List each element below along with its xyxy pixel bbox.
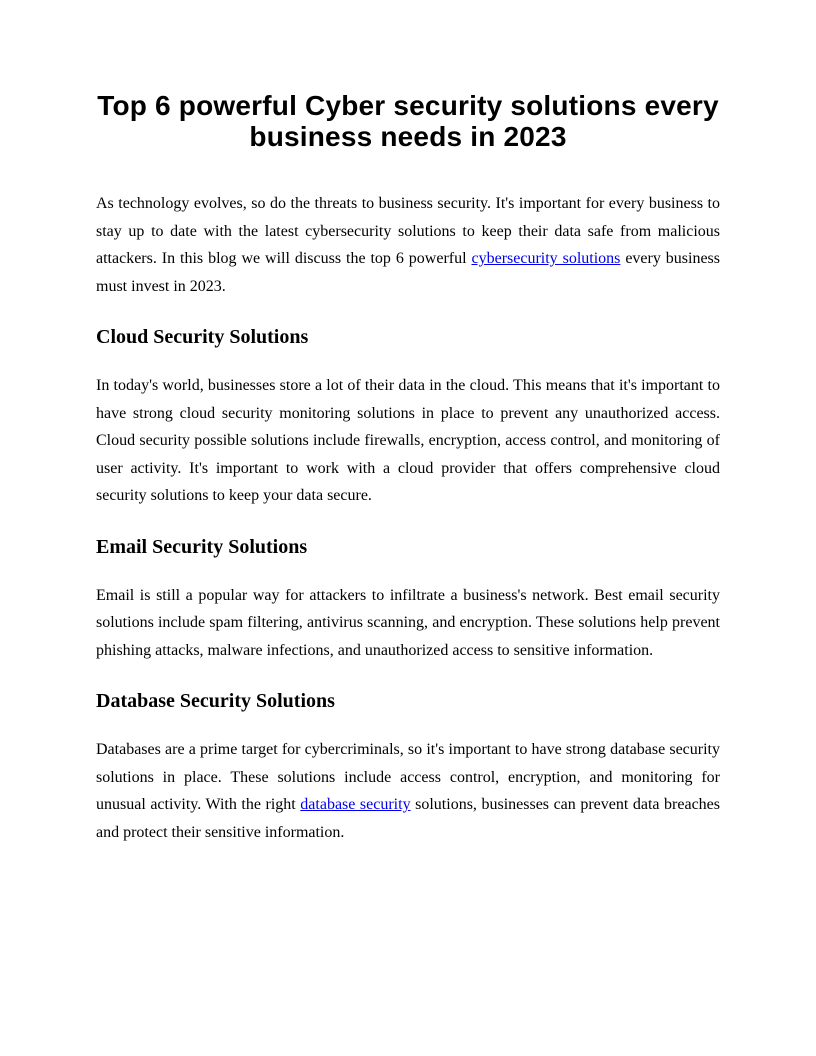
database-text-after-link: solutions, businesses can prevent data breaches and protect their sensitive information. xyxy=(96,796,721,841)
document-title: Top 6 powerful Cyber security solutions every business needs in 2023 xyxy=(97,90,719,152)
cloud-security-paragraph: In today's world, businesses store a lot of their data in the cloud. This means that it's important to have strong cloud security monitoring solutions in place to prevent any unauthorized access. Cloud security possible solutions include firewalls, encryption, access control, and monitoring of user activity. It's important to work with a cloud provider that offers comprehensive cloud security solutions to keep your data secure. xyxy=(96,377,720,504)
cybersecurity-solutions-link[interactable]: cybersecurity solutions xyxy=(471,250,621,267)
database-security-link[interactable]: database security xyxy=(300,796,411,813)
email-security-heading: Email Security Solutions xyxy=(96,535,308,558)
database-security-heading: Database Security Solutions xyxy=(96,690,335,712)
cloud-security-heading: Cloud Security Solutions xyxy=(96,326,309,348)
intro-paragraph xyxy=(96,190,720,300)
database-security-paragraph xyxy=(96,736,720,846)
intro-text-after-link: every business must invest in 2023. xyxy=(96,250,721,295)
intro-text-before-link: As technology evolves, so do the threats to business security. It's important for every business to stay up to date with the latest cybersecurity solutions to keep their data safe from malicious attackers. In this blog we will discuss the top 6 powerful xyxy=(96,195,720,267)
email-security-paragraph: Email is still a popular way for attackers to infiltrate a business's network. Best email security solutions include spam filtering, antivirus scanning, and encryption. These solutions help prevent phishing attacks, malware infections, and unauthorized access to sensitive information. xyxy=(96,586,720,659)
database-text-before-link: Databases are a prime target for cybercriminals, so it's important to have strong database security solutions in place. These solutions include access control, encryption, and monitoring for unusual activity. With the right xyxy=(96,741,720,813)
